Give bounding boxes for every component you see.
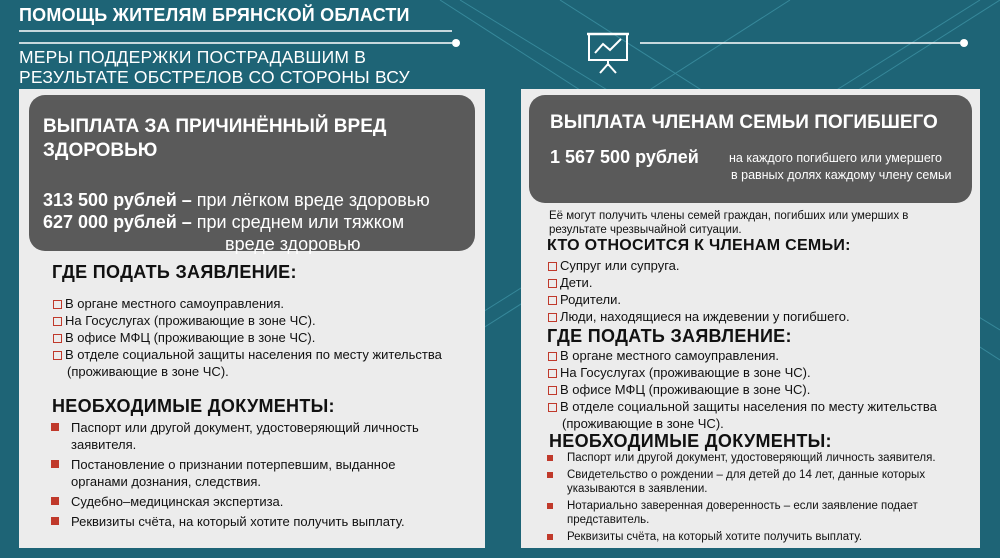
checkbox-square-icon bbox=[548, 386, 557, 395]
list-item: В отделе социальной защиты населения по месту жительства (проживающие в зоне ЧС). bbox=[53, 346, 473, 380]
family-amount-note bbox=[729, 150, 951, 184]
family-payment-title: ВЫПЛАТА ЧЛЕНАМ СЕМЬИ ПОГИБШЕГО bbox=[550, 112, 938, 133]
list-item: Постановление о признании потерпевшим, выданное органами дознания, следствия. bbox=[49, 456, 449, 490]
amount-severe-value: 627 000 рублей – bbox=[43, 212, 192, 232]
bullet-icon bbox=[547, 455, 553, 461]
family-members-list bbox=[548, 257, 968, 325]
health-harm-panel bbox=[19, 89, 485, 548]
bullet-icon bbox=[547, 472, 553, 478]
family-amount-note-1: на каждого погибшего или умершего bbox=[729, 151, 943, 165]
list-item: В органе местного самоуправления. bbox=[53, 295, 473, 312]
left-where-heading: ГДЕ ПОДАТЬ ЗАЯВЛЕНИЕ: bbox=[52, 262, 297, 282]
bullet-icon bbox=[547, 503, 553, 509]
list-item: Паспорт или другой документ, удостоверяющий личность заявителя. bbox=[545, 451, 955, 465]
list-item: Реквизиты счёта, на который хотите получить выплату. bbox=[49, 513, 449, 530]
amount-light-harm bbox=[43, 190, 430, 211]
list-item: В отделе социальной защиты населения по месту жительства (проживающие в зоне ЧС). bbox=[548, 398, 973, 432]
checkbox-square-icon bbox=[53, 334, 62, 343]
right-where-list bbox=[548, 347, 973, 432]
bullet-icon bbox=[547, 534, 553, 540]
right-docs-heading: НЕОБХОДИМЫЕ ДОКУМЕНТЫ: bbox=[549, 431, 832, 451]
list-item: В офисе МФЦ (проживающие в зоне ЧС). bbox=[53, 329, 473, 346]
left-where-list bbox=[53, 295, 473, 380]
checkbox-square-icon bbox=[53, 317, 62, 326]
family-payment-panel bbox=[521, 89, 980, 548]
list-item: Люди, находящиеся на иждевении у погибшего. bbox=[548, 308, 968, 325]
family-payment-box bbox=[529, 95, 972, 203]
checkbox-square-icon bbox=[548, 279, 557, 288]
amount-light-text: при лёгком вреде здоровью bbox=[191, 190, 430, 210]
list-item: Свидетельство о рождении – для детей до 14 лет, данные которых указываются в заявлении. bbox=[545, 468, 955, 496]
list-item: На Госуслугах (проживающие в зоне ЧС). bbox=[548, 364, 973, 381]
family-amount-value: 1 567 500 рублей bbox=[550, 147, 699, 167]
amount-severe-text-cont: вреде здоровью bbox=[225, 234, 361, 254]
checkbox-square-icon bbox=[53, 351, 62, 360]
amount-severe-harm bbox=[43, 212, 404, 233]
left-docs-heading: НЕОБХОДИМЫЕ ДОКУМЕНТЫ: bbox=[52, 396, 335, 416]
list-item: Родители. bbox=[548, 291, 968, 308]
checkbox-square-icon bbox=[548, 296, 557, 305]
checkbox-square-icon bbox=[548, 262, 557, 271]
list-item: Реквизиты счёта, на который хотите получить выплату. bbox=[545, 530, 955, 544]
list-item: В офисе МФЦ (проживающие в зоне ЧС). bbox=[548, 381, 973, 398]
list-item: На Госуслугах (проживающие в зоне ЧС). bbox=[53, 312, 473, 329]
list-item: В органе местного самоуправления. bbox=[548, 347, 973, 364]
right-where-heading: ГДЕ ПОДАТЬ ЗАЯВЛЕНИЕ: bbox=[547, 326, 792, 346]
checkbox-square-icon bbox=[548, 313, 557, 322]
checkbox-square-icon bbox=[548, 352, 557, 361]
family-amount bbox=[550, 147, 699, 168]
checkbox-square-icon bbox=[548, 369, 557, 378]
presentation-chart-icon bbox=[586, 28, 630, 74]
left-docs-list bbox=[49, 419, 449, 533]
amount-severe-text: при среднем или тяжком bbox=[191, 212, 405, 232]
health-harm-payment-box bbox=[29, 95, 475, 254]
family-members-heading: КТО ОТНОСИТСЯ К ЧЛЕНАМ СЕМЬИ: bbox=[547, 237, 851, 254]
family-amount-note-2: в равных долях каждому члену семьи bbox=[731, 168, 952, 182]
list-item: Супруг или супруга. bbox=[548, 257, 968, 274]
bullet-icon bbox=[51, 517, 59, 525]
bullet-icon bbox=[51, 497, 59, 505]
eligibility-text: Её могут получить члены семей граждан, погибших или умерших в результате чрезвычайной ситуации. bbox=[549, 210, 909, 236]
list-item: Паспорт или другой документ, удостоверяющий личность заявителя. bbox=[49, 419, 449, 453]
list-item: Судебно–медицинская экспертиза. bbox=[49, 493, 449, 510]
bullet-icon bbox=[51, 460, 59, 468]
list-item: Нотариально заверенная доверенность – если заявление подает представитель. bbox=[545, 499, 955, 527]
page-title: ПОМОЩЬ ЖИТЕЛЯМ БРЯНСКОЙ ОБЛАСТИ bbox=[19, 5, 410, 25]
checkbox-square-icon bbox=[548, 403, 557, 412]
health-harm-title: ВЫПЛАТА ЗА ПРИЧИНЁННЫЙ ВРЕД ЗДОРОВЬЮ bbox=[43, 116, 387, 161]
checkbox-square-icon bbox=[53, 300, 62, 309]
amount-light-value: 313 500 рублей – bbox=[43, 190, 192, 210]
right-docs-list bbox=[545, 451, 955, 547]
page-subtitle: МЕРЫ ПОДДЕРЖКИ ПОСТРАДАВШИМ В РЕЗУЛЬТАТЕ ОБСТРЕЛОВ СО СТОРОНЫ ВСУ bbox=[19, 47, 410, 87]
bullet-icon bbox=[51, 423, 59, 431]
list-item: Дети. bbox=[548, 274, 968, 291]
